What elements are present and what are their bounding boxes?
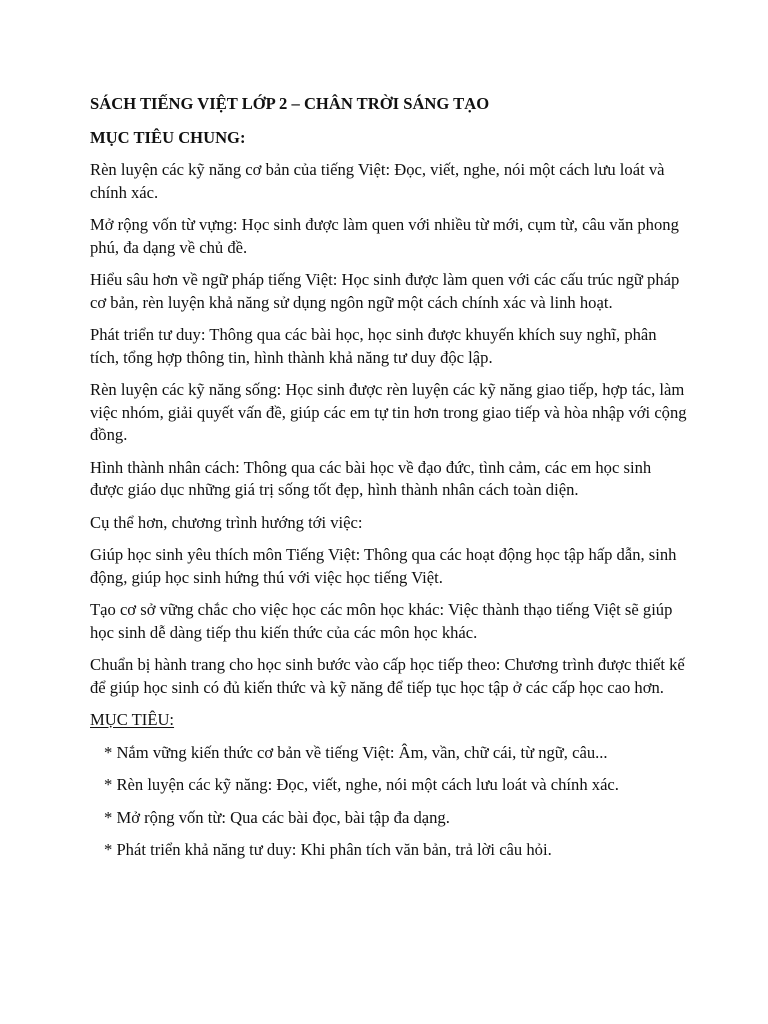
list-item: * Phát triển khả năng tư duy: Khi phân tích văn bản, trả lời câu hỏi. (104, 840, 552, 859)
paragraph: Giúp học sinh yêu thích môn Tiếng Việt: Thông qua các hoạt động học tập hấp dẫn, sinh động, giúp học sinh hứng thú với việc học tiếng Việt. (90, 545, 677, 587)
paragraph: Rèn luyện các kỹ năng cơ bản của tiếng Việt: Đọc, viết, nghe, nói một cách lưu loát và chính xác. (90, 160, 665, 202)
paragraph: Tạo cơ sở vững chắc cho việc học các môn học khác: Việc thành thạo tiếng Việt sẽ giúp học sinh dễ dàng tiếp thu kiến thức của các môn học khác. (90, 600, 673, 642)
paragraph: Mở rộng vốn từ vựng: Học sinh được làm quen với nhiều từ mới, cụm từ, câu văn phong phú, đa dạng về chủ đề. (90, 215, 679, 257)
paragraph: Chuẩn bị hành trang cho học sinh bước vào cấp học tiếp theo: Chương trình được thiết kế để giúp học sinh có đủ kiến thức và kỹ năng để tiếp tục học tập ở các cấp học cao hơn. (90, 655, 685, 697)
section-heading-goals: MỤC TIÊU: (90, 710, 175, 729)
list-item: * Nắm vững kiến thức cơ bản về tiếng Việt: Âm, vần, chữ cái, từ ngữ, câu... (104, 742, 608, 762)
paragraph: Hiểu sâu hơn về ngữ pháp tiếng Việt: Học sinh được làm quen với các cấu trúc ngữ pháp cơ bản, rèn luyện khả năng sử dụng ngôn ngữ một cách chính xác và linh hoạt. (90, 270, 680, 312)
paragraph: Cụ thể hơn, chương trình hướng tới việc: (90, 512, 363, 532)
document-title: SÁCH TIẾNG VIỆT LỚP 2 – CHÂN TRỜI SÁNG TẠO (90, 94, 490, 113)
list-item: * Mở rộng vốn từ: Qua các bài đọc, bài tập đa dạng. (104, 807, 450, 827)
paragraph: Rèn luyện các kỹ năng sống: Học sinh được rèn luyện các kỹ năng giao tiếp, hợp tác, làm việc nhóm, giải quyết vấn đề, giúp các em tự tin hơn trong giao tiếp và hòa nhập với cộng đồng. (90, 380, 687, 444)
paragraph: Phát triển tư duy: Thông qua các bài học, học sinh được khuyến khích suy nghĩ, phân tích, tổng hợp thông tin, hình thành khả năng tư duy độc lập. (90, 325, 657, 367)
paragraph: Hình thành nhân cách: Thông qua các bài học về đạo đức, tình cảm, các em học sinh được giáo dục những giá trị sống tốt đẹp, hình thành nhân cách toàn diện. (90, 457, 652, 499)
section-heading-general-goals: MỤC TIÊU CHUNG: (90, 127, 246, 147)
list-item: * Rèn luyện các kỹ năng: Đọc, viết, nghe, nói một cách lưu loát và chính xác. (104, 775, 619, 794)
goals-list (90, 742, 688, 862)
